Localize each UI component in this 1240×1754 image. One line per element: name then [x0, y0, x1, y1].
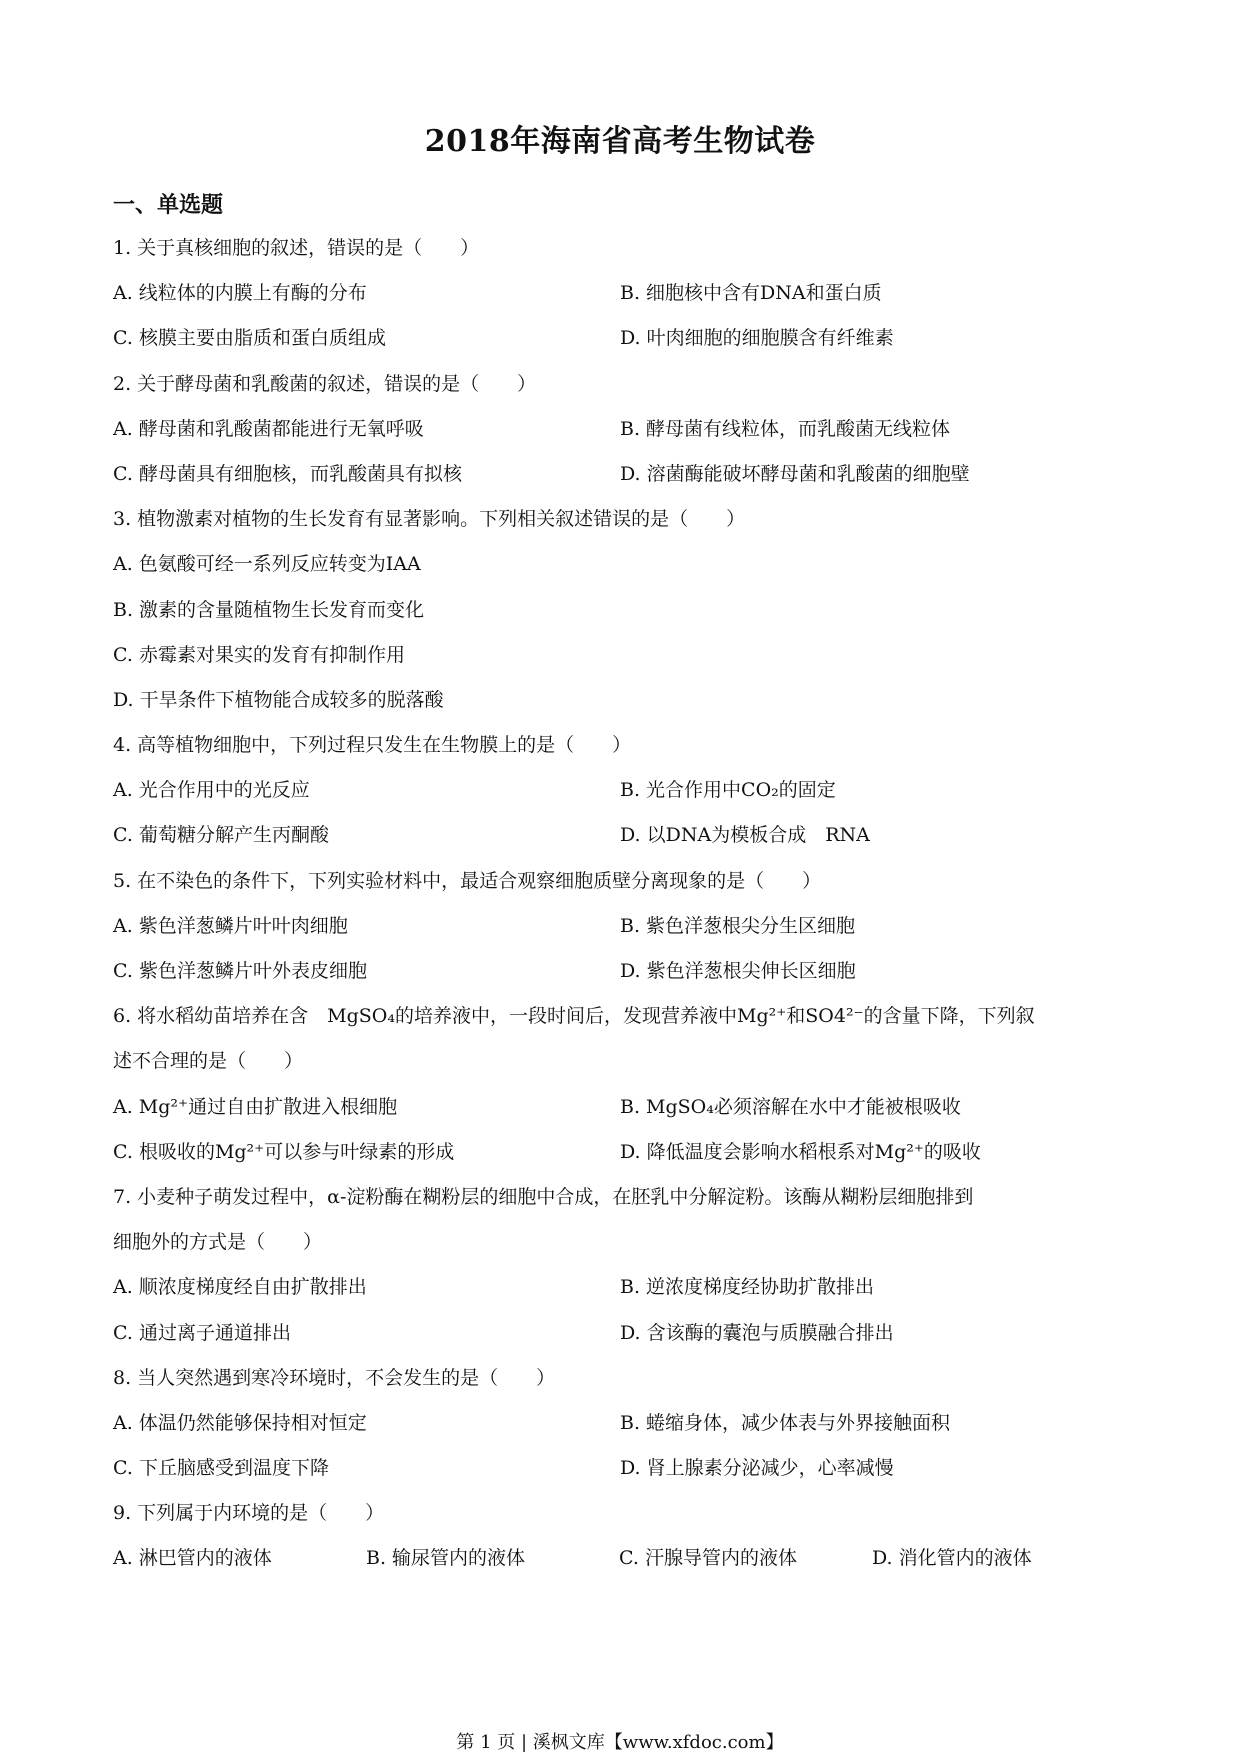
- option-d: D. 干旱条件下植物能合成较多的脱落酸: [113, 688, 444, 711]
- question-2-options-row-2: [113, 452, 1123, 497]
- question-6-options-row-1: [113, 1085, 1123, 1130]
- question-6-stem-line-1: 6. 将水稻幼苗培养在含 MgSO₄的培养液中，一段时间后，发现营养液中Mg²⁺和SO4²⁻的含量下降，下列叙: [113, 1005, 1035, 1028]
- question-6-options-row-2: [113, 1130, 1123, 1175]
- question-7-options-row-2: [113, 1311, 1123, 1356]
- question-4-stem: 4. 高等植物细胞中，下列过程只发生在生物膜上的是（ ）: [113, 734, 632, 757]
- option-c: C. 葡萄糖分解产生丙酮酸: [113, 824, 329, 847]
- question-6-stem-line-2: 述不合理的是（ ）: [113, 1050, 304, 1073]
- question-list: [113, 226, 1123, 1582]
- question-5-options-row-2: [113, 949, 1123, 994]
- question-3-stem: 3. 植物激素对植物的生长发育有显著影响。下列相关叙述错误的是（ ）: [113, 508, 746, 531]
- option-c: C. 根吸收的Mg²⁺可以参与叶绿素的形成: [113, 1140, 455, 1163]
- section-heading: 一、单选题: [113, 192, 224, 218]
- option-b: B. 酵母菌有线粒体，而乳酸菌无线粒体: [620, 417, 951, 440]
- option-d: D. 降低温度会影响水稻根系对Mg²⁺的吸收: [620, 1140, 981, 1163]
- option-b: B. MgSO₄必须溶解在水中才能被根吸收: [620, 1095, 961, 1118]
- question-9-options-row: [113, 1536, 1123, 1581]
- page-title: 2018年海南省高考生物试卷: [424, 124, 816, 159]
- option-a: A. 光合作用中的光反应: [113, 779, 310, 802]
- option-c: C. 紫色洋葱鳞片叶外表皮细胞: [113, 960, 367, 982]
- question-1-stem: 1. 关于真核细胞的叙述，错误的是（ ）: [113, 237, 480, 259]
- option-a: A. 紫色洋葱鳞片叶叶肉细胞: [113, 914, 348, 937]
- option-c: C. 核膜主要由脂质和蛋白质组成: [113, 327, 386, 350]
- option-a: A. 淋巴管内的液体: [113, 1547, 272, 1570]
- option-d: D. 叶肉细胞的细胞膜含有纤维素: [620, 327, 894, 350]
- question-8-options-row-2: [113, 1446, 1123, 1491]
- option-a: A. 顺浓度梯度经自由扩散排出: [113, 1276, 367, 1299]
- question-5-options-row-1: [113, 904, 1123, 949]
- question-7-stem-line-2: 细胞外的方式是（ ）: [113, 1231, 323, 1254]
- question-5-stem: 5. 在不染色的条件下，下列实验材料中，最适合观察细胞质壁分离现象的是（ ）: [113, 869, 822, 892]
- option-d: D. 溶菌酶能破坏酵母菌和乳酸菌的细胞壁: [620, 462, 970, 485]
- question-8-stem: 8. 当人突然遇到寒冷环境时，不会发生的是（ ）: [113, 1366, 556, 1389]
- option-d: D. 消化管内的液体: [872, 1547, 1032, 1570]
- option-b: B. 逆浓度梯度经协助扩散排出: [620, 1276, 875, 1299]
- option-d: D. 肾上腺素分泌减少，心率减慢: [620, 1457, 894, 1480]
- question-1-options-row-1: [113, 271, 1123, 316]
- option-c: C. 通过离子通道排出: [113, 1321, 291, 1344]
- option-a: A. 酵母菌和乳酸菌都能进行无氧呼吸: [113, 417, 424, 440]
- question-9-stem: 9. 下列属于内环境的是（ ）: [113, 1502, 385, 1525]
- question-4-options-row-2: [113, 813, 1123, 858]
- question-7-stem-line-1: 7. 小麦种子萌发过程中，α-淀粉酶在糊粉层的细胞中合成，在胚乳中分解淀粉。该酶从糊粉层细胞排到: [113, 1185, 974, 1208]
- page-footer: 第 1 页 | 溪枫文库【www.xfdoc.com】: [456, 1732, 784, 1753]
- question-1-options-row-2: [113, 316, 1123, 361]
- option-a: A. 色氨酸可经一系列反应转变为IAA: [113, 553, 421, 576]
- option-d: D. 含该酶的囊泡与质膜融合排出: [620, 1321, 894, 1344]
- question-2-options-row-1: [113, 407, 1123, 452]
- option-a: A. 体温仍然能够保持相对恒定: [113, 1411, 367, 1434]
- question-2-stem: 2. 关于酵母菌和乳酸菌的叙述，错误的是（ ）: [113, 372, 537, 395]
- option-b: B. 细胞核中含有DNA和蛋白质: [620, 282, 882, 305]
- option-c: C. 汗腺导管内的液体: [619, 1547, 797, 1570]
- option-b: B. 光合作用中CO₂的固定: [620, 779, 836, 802]
- option-b: B. 蜷缩身体，减少体表与外界接触面积: [620, 1411, 951, 1434]
- option-b: B. 激素的含量随植物生长发育而变化: [113, 598, 425, 621]
- question-4-options-row-1: [113, 768, 1123, 813]
- option-a: A. Mg²⁺通过自由扩散进入根细胞: [113, 1095, 398, 1118]
- option-c: C. 酵母菌具有细胞核，而乳酸菌具有拟核: [113, 462, 462, 485]
- option-b: B. 紫色洋葱根尖分生区细胞: [620, 914, 856, 937]
- question-7-options-row-1: [113, 1265, 1123, 1310]
- question-8-options-row-1: [113, 1401, 1123, 1446]
- option-d: D. 紫色洋葱根尖伸长区细胞: [620, 960, 856, 982]
- option-d: D. 以DNA为模板合成 RNA: [620, 824, 870, 847]
- option-c: C. 下丘脑感受到温度下降: [113, 1457, 329, 1480]
- option-b: B. 输尿管内的液体: [366, 1547, 526, 1570]
- option-c: C. 赤霉素对果实的发育有抑制作用: [113, 643, 405, 666]
- option-a: A. 线粒体的内膜上有酶的分布: [113, 282, 367, 305]
